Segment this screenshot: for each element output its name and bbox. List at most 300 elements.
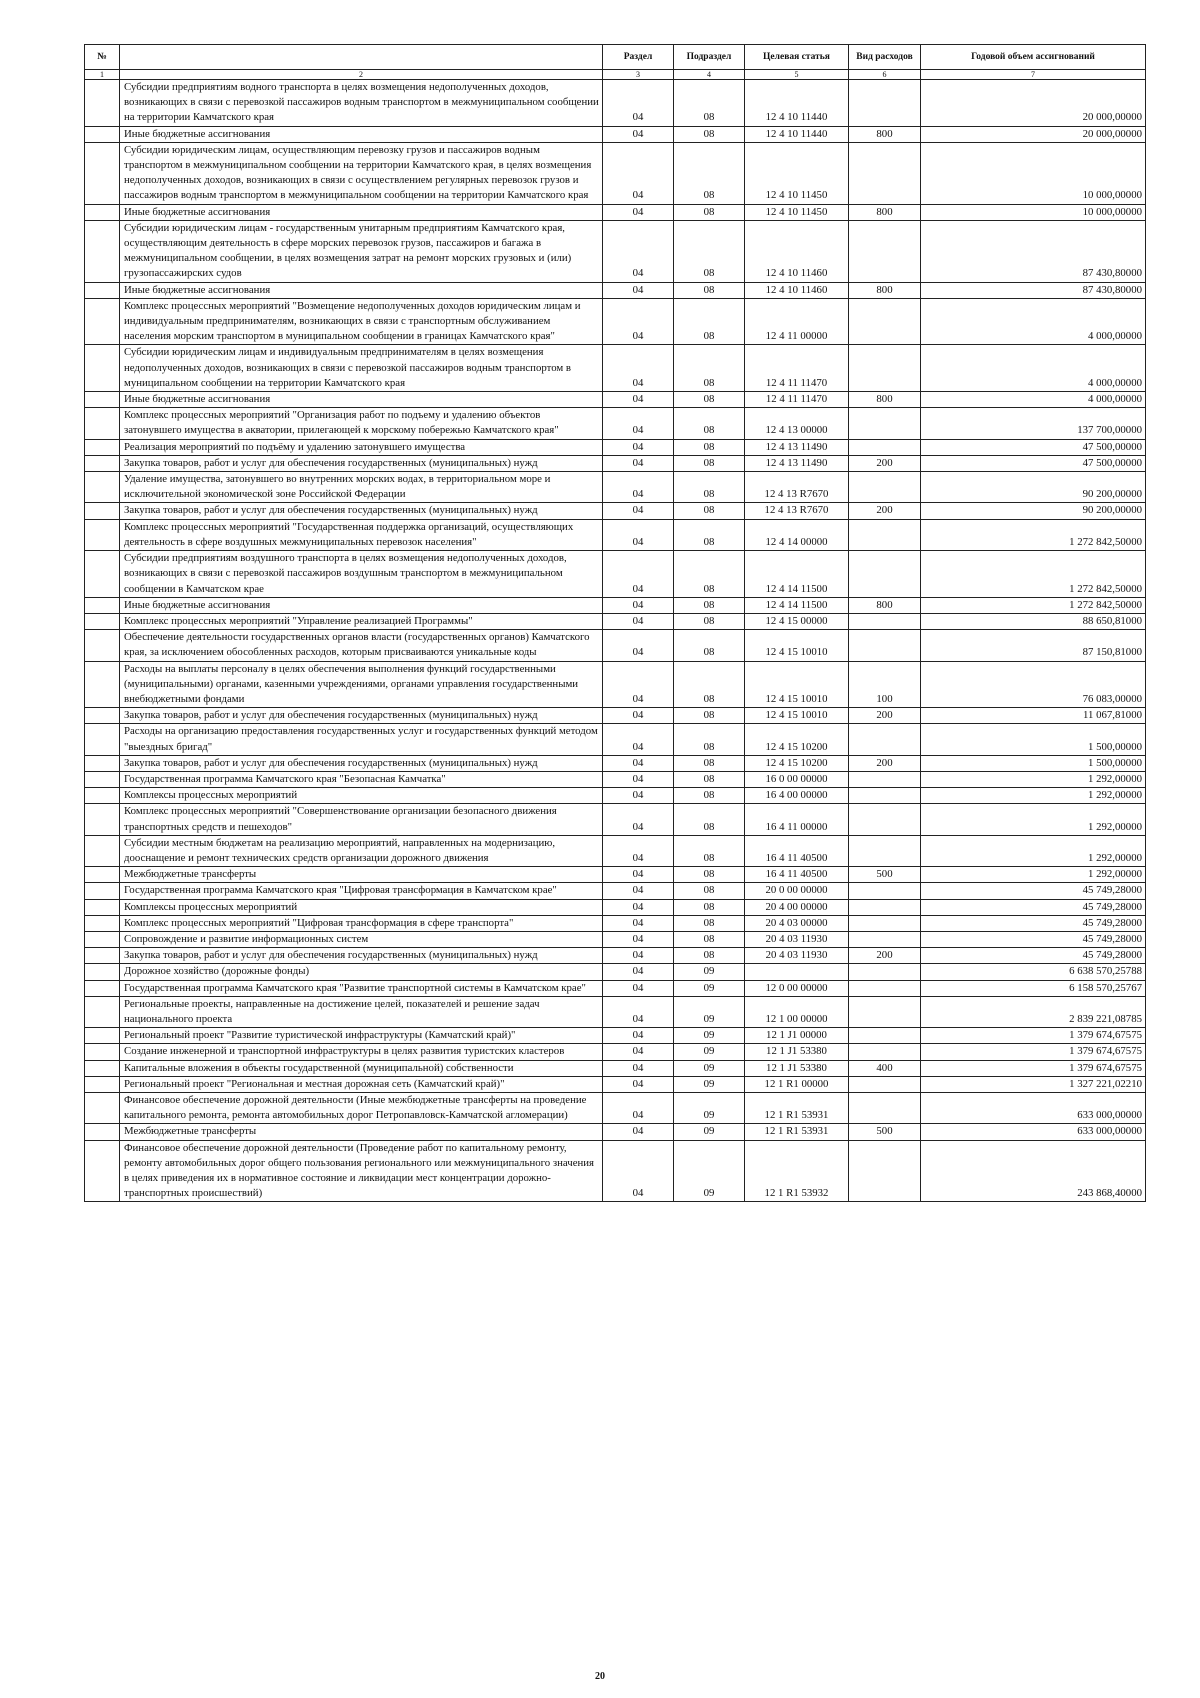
row-amount-cell: 90 200,00000	[921, 472, 1146, 503]
row-name-cell: Субсидии предприятиям водного транспорта в целях возмещения недополученных доходов, возникающих в связи с перевозкой пассажиров водным транспортом в межмуниципальном сообщении на территории Камчатского края	[120, 80, 603, 127]
row-podrazdel-cell: 09	[674, 1093, 745, 1124]
row-podrazdel-cell: 08	[674, 661, 745, 708]
table-row	[85, 1140, 1146, 1202]
row-target-cell: 12 1 00 00000	[745, 996, 849, 1027]
row-amount-cell: 45 749,28000	[921, 931, 1146, 947]
row-podrazdel-cell: 08	[674, 220, 745, 282]
row-target-cell: 12 4 14 11500	[745, 551, 849, 598]
header-razdel: Раздел	[603, 45, 674, 70]
row-razdel-cell: 04	[603, 630, 674, 661]
row-target-cell: 12 4 13 11490	[745, 455, 849, 471]
row-podrazdel-cell: 09	[674, 1028, 745, 1044]
table-row	[85, 392, 1146, 408]
row-target-cell: 12 4 15 10010	[745, 708, 849, 724]
row-razdel-cell: 04	[603, 724, 674, 755]
row-vid-cell	[849, 996, 921, 1027]
row-razdel-cell: 04	[603, 867, 674, 883]
row-vid-cell	[849, 1093, 921, 1124]
table-row	[85, 1060, 1146, 1076]
budget-table-page	[84, 44, 1145, 1202]
row-number-cell	[85, 771, 120, 787]
table-row	[85, 345, 1146, 392]
row-podrazdel-cell: 09	[674, 1044, 745, 1060]
row-number-cell	[85, 1140, 120, 1202]
row-vid-cell	[849, 220, 921, 282]
row-number-cell	[85, 345, 120, 392]
row-name-cell: Сопровождение и развитие информационных систем	[120, 931, 603, 947]
row-amount-cell: 137 700,00000	[921, 408, 1146, 439]
row-amount-cell: 1 272 842,50000	[921, 551, 1146, 598]
row-razdel-cell: 04	[603, 408, 674, 439]
row-vid-cell: 800	[849, 597, 921, 613]
row-vid-cell: 200	[849, 948, 921, 964]
row-name-cell: Закупка товаров, работ и услуг для обеспечения государственных (муниципальных) нужд	[120, 755, 603, 771]
table-row	[85, 551, 1146, 598]
row-amount-cell: 1 379 674,67575	[921, 1028, 1146, 1044]
row-number-cell	[85, 661, 120, 708]
row-vid-cell	[849, 835, 921, 866]
table-row	[85, 883, 1146, 899]
row-razdel-cell: 04	[603, 392, 674, 408]
header-annual: Годовой объем ассигнований	[921, 45, 1146, 70]
row-amount-cell: 6 638 570,25788	[921, 964, 1146, 980]
row-podrazdel-cell: 08	[674, 931, 745, 947]
table-row	[85, 804, 1146, 835]
row-podrazdel-cell: 08	[674, 630, 745, 661]
row-number-cell	[85, 613, 120, 629]
row-target-cell: 12 4 10 11460	[745, 220, 849, 282]
row-vid-cell: 200	[849, 708, 921, 724]
row-podrazdel-cell: 08	[674, 519, 745, 550]
header-row	[85, 45, 1146, 70]
row-vid-cell	[849, 142, 921, 204]
row-razdel-cell: 04	[603, 755, 674, 771]
table-row	[85, 455, 1146, 471]
row-vid-cell: 200	[849, 455, 921, 471]
row-vid-cell	[849, 771, 921, 787]
row-name-cell: Создание инженерной и транспортной инфраструктуры в целях развития туристских кластеров	[120, 1044, 603, 1060]
row-vid-cell: 800	[849, 282, 921, 298]
row-name-cell: Комплекс процессных мероприятий "Цифровая трансформация в сфере транспорта"	[120, 915, 603, 931]
row-razdel-cell: 04	[603, 899, 674, 915]
column-index: 1	[85, 70, 120, 80]
row-vid-cell: 400	[849, 1060, 921, 1076]
row-target-cell: 12 0 00 00000	[745, 980, 849, 996]
row-podrazdel-cell: 08	[674, 472, 745, 503]
table-row	[85, 142, 1146, 204]
row-target-cell: 20 4 03 00000	[745, 915, 849, 931]
row-number-cell	[85, 964, 120, 980]
row-amount-cell: 1 500,00000	[921, 755, 1146, 771]
row-number-cell	[85, 126, 120, 142]
row-vid-cell	[849, 345, 921, 392]
row-target-cell: 12 4 13 R7670	[745, 472, 849, 503]
row-podrazdel-cell: 08	[674, 948, 745, 964]
row-vid-cell	[849, 630, 921, 661]
row-podrazdel-cell: 08	[674, 204, 745, 220]
row-target-cell: 20 4 03 11930	[745, 948, 849, 964]
row-number-cell	[85, 835, 120, 866]
row-podrazdel-cell: 08	[674, 282, 745, 298]
row-number-cell	[85, 282, 120, 298]
row-number-cell	[85, 1093, 120, 1124]
row-vid-cell: 200	[849, 755, 921, 771]
row-target-cell: 16 4 00 00000	[745, 788, 849, 804]
header-num: №	[85, 45, 120, 70]
table-row	[85, 788, 1146, 804]
row-vid-cell	[849, 80, 921, 127]
row-name-cell: Расходы на организацию предоставления государственных услуг и государственных функций методом "выездных бригад"	[120, 724, 603, 755]
row-amount-cell: 76 083,00000	[921, 661, 1146, 708]
row-target-cell: 12 4 15 10010	[745, 661, 849, 708]
row-amount-cell: 1 379 674,67575	[921, 1044, 1146, 1060]
table-row	[85, 835, 1146, 866]
row-podrazdel-cell: 08	[674, 771, 745, 787]
row-amount-cell: 4 000,00000	[921, 392, 1146, 408]
row-name-cell: Комплекс процессных мероприятий "Государственная поддержка организаций, осуществляющих деятельность в сфере воздушных межмуниципальных перевозок населения"	[120, 519, 603, 550]
row-target-cell: 12 1 R1 53931	[745, 1124, 849, 1140]
table-row	[85, 503, 1146, 519]
row-vid-cell	[849, 1140, 921, 1202]
row-razdel-cell: 04	[603, 948, 674, 964]
table-row	[85, 298, 1146, 345]
row-amount-cell: 45 749,28000	[921, 915, 1146, 931]
table-row	[85, 630, 1146, 661]
row-name-cell: Комплекс процессных мероприятий "Управление реализацией Программы"	[120, 613, 603, 629]
row-target-cell: 12 1 J1 00000	[745, 1028, 849, 1044]
row-razdel-cell: 04	[603, 708, 674, 724]
row-name-cell: Субсидии предприятиям воздушного транспорта в целях возмещения недополученных доходов, возникающих в связи с перевозкой пассажиров воздушным транспортом в межмуниципальном сообщении в Камчатском крае	[120, 551, 603, 598]
row-number-cell	[85, 996, 120, 1027]
row-razdel-cell: 04	[603, 1044, 674, 1060]
row-razdel-cell: 04	[603, 771, 674, 787]
row-number-cell	[85, 804, 120, 835]
table-row	[85, 204, 1146, 220]
row-name-cell: Закупка товаров, работ и услуг для обеспечения государственных (муниципальных) нужд	[120, 708, 603, 724]
row-target-cell: 12 4 15 10200	[745, 724, 849, 755]
row-podrazdel-cell: 08	[674, 439, 745, 455]
row-name-cell: Комплексы процессных мероприятий	[120, 899, 603, 915]
table-row	[85, 724, 1146, 755]
header-vid: Вид расходов	[849, 45, 921, 70]
row-razdel-cell: 04	[603, 964, 674, 980]
row-number-cell	[85, 1044, 120, 1060]
row-name-cell: Удаление имущества, затонувшего во внутренних морских водах, в территориальном море и исключительной экономической зоне Российской Федерации	[120, 472, 603, 503]
row-amount-cell: 45 749,28000	[921, 948, 1146, 964]
row-name-cell: Расходы на выплаты персоналу в целях обеспечения выполнения функций государственными (муниципальными) органами, казенными учреждениями, органами управления государственными внебюджетными фондами	[120, 661, 603, 708]
table-row	[85, 613, 1146, 629]
row-podrazdel-cell: 08	[674, 408, 745, 439]
row-vid-cell	[849, 980, 921, 996]
row-podrazdel-cell: 08	[674, 455, 745, 471]
row-amount-cell: 4 000,00000	[921, 345, 1146, 392]
row-target-cell: 12 1 R1 53931	[745, 1093, 849, 1124]
row-vid-cell	[849, 915, 921, 931]
row-number-cell	[85, 597, 120, 613]
row-amount-cell: 243 868,40000	[921, 1140, 1146, 1202]
row-name-cell: Комплексы процессных мероприятий	[120, 788, 603, 804]
row-podrazdel-cell: 08	[674, 126, 745, 142]
row-podrazdel-cell: 09	[674, 1076, 745, 1092]
row-razdel-cell: 04	[603, 835, 674, 866]
row-name-cell: Финансовое обеспечение дорожной деятельности (Иные межбюджетные трансферты на проведение капитального ремонта, ремонта автомобильных дорог Петропавловск-Камчатской агломерации)	[120, 1093, 603, 1124]
row-podrazdel-cell: 08	[674, 392, 745, 408]
row-vid-cell: 200	[849, 503, 921, 519]
row-razdel-cell: 04	[603, 980, 674, 996]
row-podrazdel-cell: 08	[674, 867, 745, 883]
row-amount-cell: 10 000,00000	[921, 204, 1146, 220]
table-row	[85, 708, 1146, 724]
row-target-cell: 16 4 11 40500	[745, 835, 849, 866]
row-vid-cell	[849, 1076, 921, 1092]
row-razdel-cell: 04	[603, 996, 674, 1027]
row-number-cell	[85, 899, 120, 915]
row-number-cell	[85, 788, 120, 804]
table-row	[85, 597, 1146, 613]
row-amount-cell: 4 000,00000	[921, 298, 1146, 345]
row-amount-cell: 88 650,81000	[921, 613, 1146, 629]
row-target-cell: 12 4 11 11470	[745, 345, 849, 392]
row-amount-cell: 1 327 221,02210	[921, 1076, 1146, 1092]
row-number-cell	[85, 948, 120, 964]
row-razdel-cell: 04	[603, 1060, 674, 1076]
row-podrazdel-cell: 09	[674, 1060, 745, 1076]
row-podrazdel-cell: 08	[674, 345, 745, 392]
row-number-cell	[85, 392, 120, 408]
row-target-cell: 20 4 03 11930	[745, 931, 849, 947]
row-number-cell	[85, 708, 120, 724]
row-name-cell: Субсидии юридическим лицам, осуществляющим перевозку грузов и пассажиров водным транспортом в межмуниципальном сообщении на территории Камчатского края, в целях возмещения недополученных доходов, возникающих в связи с осуществлением регулярных перевозок грузов и пассажиров водным транспортом в межмуниципальном сообщении на территории Камчатского края	[120, 142, 603, 204]
row-razdel-cell: 04	[603, 1140, 674, 1202]
row-target-cell: 16 4 11 40500	[745, 867, 849, 883]
row-number-cell	[85, 408, 120, 439]
row-podrazdel-cell: 08	[674, 883, 745, 899]
row-amount-cell: 20 000,00000	[921, 80, 1146, 127]
row-amount-cell: 1 272 842,50000	[921, 597, 1146, 613]
row-target-cell: 20 0 00 00000	[745, 883, 849, 899]
row-vid-cell	[849, 883, 921, 899]
row-vid-cell	[849, 472, 921, 503]
row-target-cell	[745, 964, 849, 980]
row-number-cell	[85, 980, 120, 996]
row-target-cell: 12 4 15 10010	[745, 630, 849, 661]
row-amount-cell: 47 500,00000	[921, 439, 1146, 455]
row-number-cell	[85, 220, 120, 282]
row-target-cell: 12 4 13 R7670	[745, 503, 849, 519]
table-row	[85, 1124, 1146, 1140]
row-razdel-cell: 04	[603, 613, 674, 629]
column-index: 3	[603, 70, 674, 80]
table-row	[85, 996, 1146, 1027]
row-razdel-cell: 04	[603, 915, 674, 931]
row-amount-cell: 633 000,00000	[921, 1093, 1146, 1124]
row-target-cell: 12 4 10 11460	[745, 282, 849, 298]
row-razdel-cell: 04	[603, 439, 674, 455]
row-razdel-cell: 04	[603, 661, 674, 708]
row-target-cell: 12 1 J1 53380	[745, 1060, 849, 1076]
row-target-cell: 12 4 10 11450	[745, 204, 849, 220]
row-vid-cell	[849, 1028, 921, 1044]
row-vid-cell: 800	[849, 126, 921, 142]
row-amount-cell: 6 158 570,25767	[921, 980, 1146, 996]
row-vid-cell	[849, 964, 921, 980]
row-podrazdel-cell: 09	[674, 1124, 745, 1140]
table-row	[85, 755, 1146, 771]
row-vid-cell	[849, 788, 921, 804]
row-amount-cell: 47 500,00000	[921, 455, 1146, 471]
table-row	[85, 80, 1146, 127]
row-razdel-cell: 04	[603, 345, 674, 392]
row-target-cell: 12 4 10 11440	[745, 80, 849, 127]
table-row	[85, 867, 1146, 883]
row-razdel-cell: 04	[603, 1124, 674, 1140]
row-vid-cell	[849, 931, 921, 947]
row-name-cell: Капитальные вложения в объекты государственной (муниципальной) собственности	[120, 1060, 603, 1076]
table-row	[85, 915, 1146, 931]
row-razdel-cell: 04	[603, 282, 674, 298]
row-number-cell	[85, 630, 120, 661]
row-podrazdel-cell: 08	[674, 708, 745, 724]
row-amount-cell: 87 430,80000	[921, 282, 1146, 298]
row-name-cell: Иные бюджетные ассигнования	[120, 204, 603, 220]
row-razdel-cell: 04	[603, 551, 674, 598]
row-name-cell: Региональный проект "Региональная и местная дорожная сеть (Камчатский край)"	[120, 1076, 603, 1092]
row-number-cell	[85, 1076, 120, 1092]
row-target-cell: 12 4 13 00000	[745, 408, 849, 439]
row-name-cell: Обеспечение деятельности государственных органов власти (государственных органов) Камчатского края, за исключением обособленных расходов, которым присваиваются уникальные коды	[120, 630, 603, 661]
row-target-cell: 12 4 15 00000	[745, 613, 849, 629]
row-name-cell: Закупка товаров, работ и услуг для обеспечения государственных (муниципальных) нужд	[120, 503, 603, 519]
row-name-cell: Иные бюджетные ассигнования	[120, 126, 603, 142]
row-razdel-cell: 04	[603, 220, 674, 282]
row-razdel-cell: 04	[603, 931, 674, 947]
row-vid-cell	[849, 899, 921, 915]
table-row	[85, 126, 1146, 142]
row-name-cell: Межбюджетные трансферты	[120, 1124, 603, 1140]
row-vid-cell	[849, 298, 921, 345]
row-vid-cell	[849, 439, 921, 455]
row-number-cell	[85, 439, 120, 455]
table-row	[85, 771, 1146, 787]
row-target-cell: 12 4 14 00000	[745, 519, 849, 550]
row-name-cell: Субсидии юридическим лицам и индивидуальным предпринимателям в целях возмещения недополученных доходов, возникающих в связи с перевозкой пассажиров водным транспортом в муниципальном сообщении на территории Камчатского края	[120, 345, 603, 392]
row-vid-cell: 800	[849, 392, 921, 408]
row-amount-cell: 90 200,00000	[921, 503, 1146, 519]
row-amount-cell: 1 379 674,67575	[921, 1060, 1146, 1076]
row-number-cell	[85, 755, 120, 771]
table-row	[85, 1044, 1146, 1060]
row-razdel-cell: 04	[603, 519, 674, 550]
row-target-cell: 12 1 J1 53380	[745, 1044, 849, 1060]
row-podrazdel-cell: 08	[674, 551, 745, 598]
column-index: 2	[120, 70, 603, 80]
row-podrazdel-cell: 08	[674, 899, 745, 915]
row-number-cell	[85, 551, 120, 598]
row-number-cell	[85, 1028, 120, 1044]
row-vid-cell: 500	[849, 867, 921, 883]
row-number-cell	[85, 503, 120, 519]
row-razdel-cell: 04	[603, 788, 674, 804]
row-amount-cell: 20 000,00000	[921, 126, 1146, 142]
page-number: 20	[595, 1671, 605, 1682]
row-name-cell: Иные бюджетные ассигнования	[120, 597, 603, 613]
row-vid-cell	[849, 724, 921, 755]
row-target-cell: 12 4 11 00000	[745, 298, 849, 345]
row-amount-cell: 45 749,28000	[921, 883, 1146, 899]
row-podrazdel-cell: 08	[674, 724, 745, 755]
row-number-cell	[85, 915, 120, 931]
row-target-cell: 12 4 14 11500	[745, 597, 849, 613]
row-podrazdel-cell: 08	[674, 503, 745, 519]
row-vid-cell	[849, 551, 921, 598]
row-razdel-cell: 04	[603, 298, 674, 345]
row-amount-cell: 87 150,81000	[921, 630, 1146, 661]
row-podrazdel-cell: 09	[674, 996, 745, 1027]
row-target-cell: 12 1 R1 53932	[745, 1140, 849, 1202]
row-podrazdel-cell: 08	[674, 755, 745, 771]
row-name-cell: Государственная программа Камчатского края "Безопасная Камчатка"	[120, 771, 603, 787]
row-name-cell: Комплекс процессных мероприятий "Возмещение недополученных доходов юридическим лицам и индивидуальным предпринимателям, возникающих в связи с транспортным обслуживанием населения морским транспортом в муниципальном сообщении в границах Камчатского края"	[120, 298, 603, 345]
table-row	[85, 439, 1146, 455]
row-vid-cell	[849, 519, 921, 550]
row-amount-cell: 10 000,00000	[921, 142, 1146, 204]
row-podrazdel-cell: 08	[674, 788, 745, 804]
row-name-cell: Закупка товаров, работ и услуг для обеспечения государственных (муниципальных) нужд	[120, 948, 603, 964]
row-amount-cell: 633 000,00000	[921, 1124, 1146, 1140]
row-target-cell: 12 1 R1 00000	[745, 1076, 849, 1092]
row-razdel-cell: 04	[603, 142, 674, 204]
table-body	[85, 80, 1146, 1202]
row-podrazdel-cell: 08	[674, 835, 745, 866]
budget-allocation-table	[84, 44, 1146, 1202]
row-target-cell: 12 4 10 11440	[745, 126, 849, 142]
header-podrazdel: Подраздел	[674, 45, 745, 70]
row-number-cell	[85, 455, 120, 471]
header-target: Целевая статья	[745, 45, 849, 70]
row-podrazdel-cell: 08	[674, 298, 745, 345]
row-amount-cell: 1 292,00000	[921, 788, 1146, 804]
row-target-cell: 12 4 13 11490	[745, 439, 849, 455]
row-podrazdel-cell: 08	[674, 613, 745, 629]
row-name-cell: Иные бюджетные ассигнования	[120, 282, 603, 298]
column-index: 5	[745, 70, 849, 80]
row-podrazdel-cell: 09	[674, 1140, 745, 1202]
row-amount-cell: 1 500,00000	[921, 724, 1146, 755]
row-vid-cell: 100	[849, 661, 921, 708]
row-amount-cell: 1 272 842,50000	[921, 519, 1146, 550]
row-razdel-cell: 04	[603, 1028, 674, 1044]
row-name-cell: Государственная программа Камчатского края "Развитие транспортной системы в Камчатском крае"	[120, 980, 603, 996]
row-number-cell	[85, 298, 120, 345]
row-vid-cell	[849, 1044, 921, 1060]
row-razdel-cell: 04	[603, 472, 674, 503]
row-number-cell	[85, 724, 120, 755]
row-vid-cell: 500	[849, 1124, 921, 1140]
row-number-cell	[85, 80, 120, 127]
row-name-cell: Межбюджетные трансферты	[120, 867, 603, 883]
row-name-cell: Комплекс процессных мероприятий "Организация работ по подъему и удалению объектов затонувшего имущества в акватории, прилегающей к морскому побережью Камчатского края"	[120, 408, 603, 439]
row-number-cell	[85, 931, 120, 947]
column-index: 4	[674, 70, 745, 80]
table-row	[85, 220, 1146, 282]
row-name-cell: Региональный проект "Развитие туристической инфраструктуры (Камчатский край)"	[120, 1028, 603, 1044]
row-vid-cell	[849, 408, 921, 439]
row-razdel-cell: 04	[603, 126, 674, 142]
row-razdel-cell: 04	[603, 80, 674, 127]
row-vid-cell	[849, 613, 921, 629]
table-row	[85, 661, 1146, 708]
row-podrazdel-cell: 08	[674, 597, 745, 613]
